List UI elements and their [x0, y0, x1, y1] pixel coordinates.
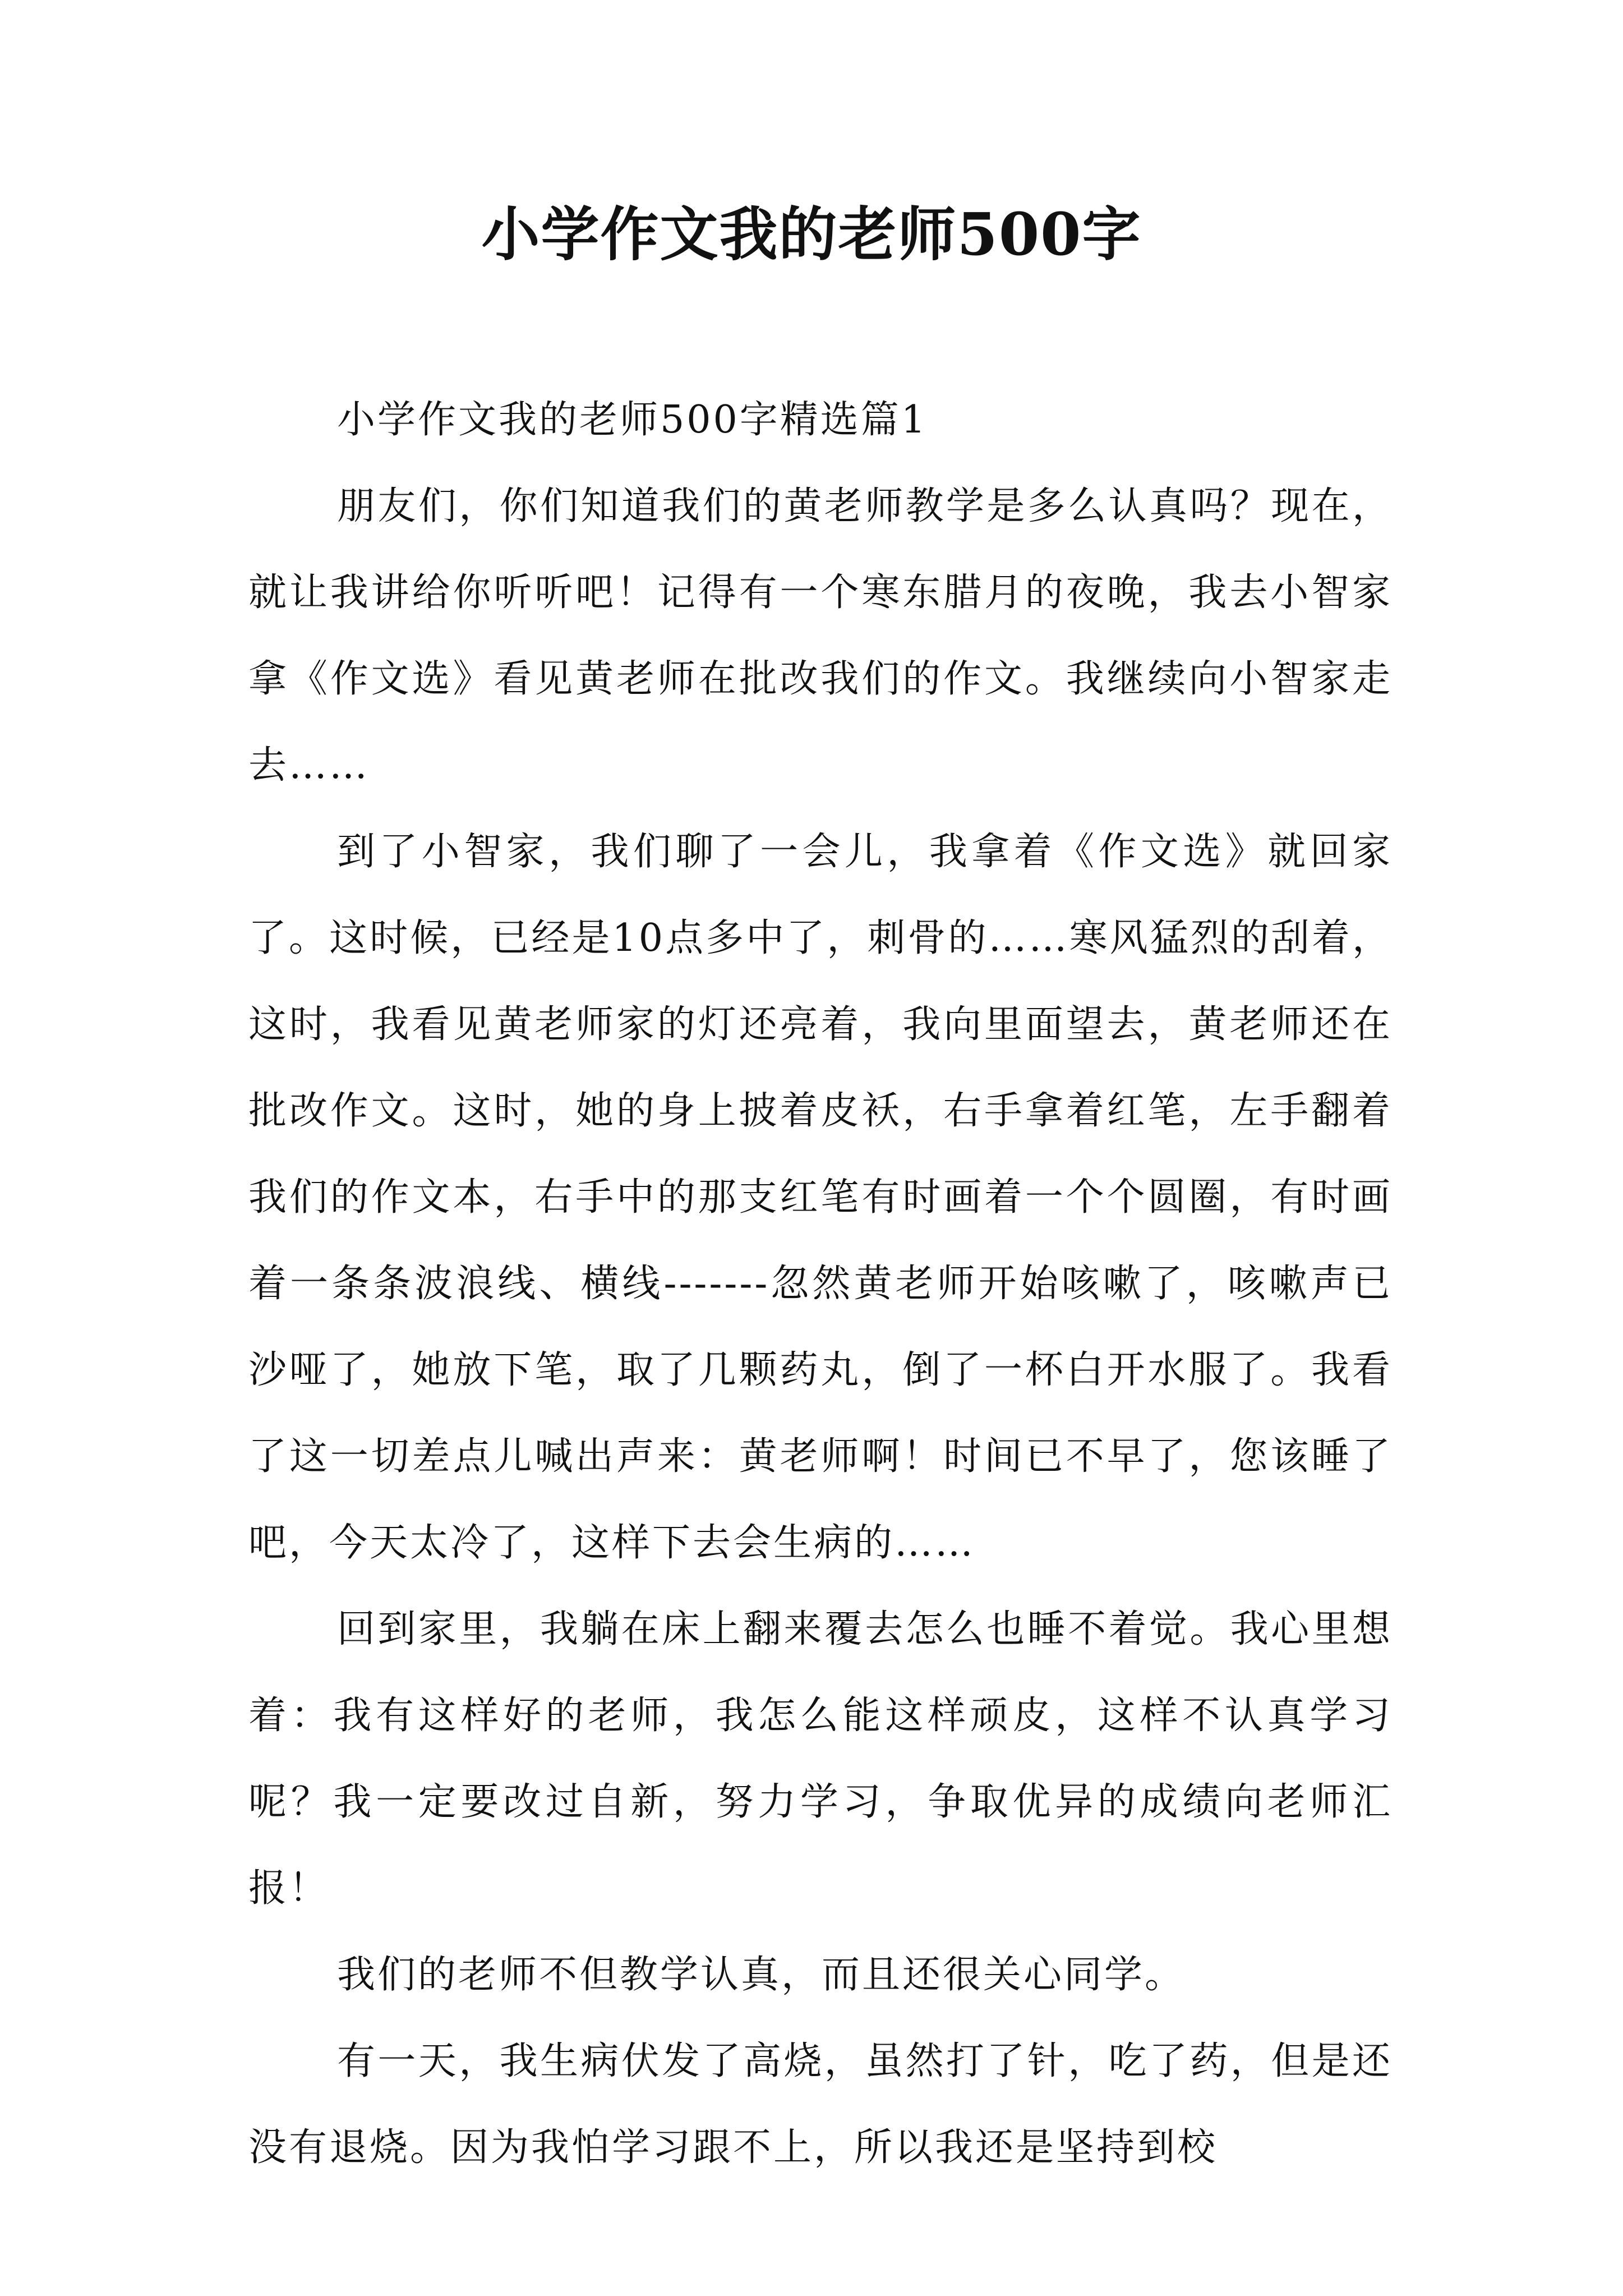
paragraph-3: 回到家里，我躺在床上翻来覆去怎么也睡不着觉。我心里想着：我有这样好的老师，我怎么能这样顽皮，这样不认真学习呢？我一定要改过自新，努力学习，争取优异的成绩向老师汇报！: [248, 1607, 1393, 1911]
section-heading: 小学作文我的老师500字精选篇1: [337, 398, 928, 442]
paragraph-2: 到了小智家，我们聊了一会儿，我拿着《作文选》就回家了。这时候，已经是10点多中了，刺骨的……寒风猛烈的刮着，这时，我看见黄老师家的灯还亮着，我向里面望去，黄老师还在批改作文。这时，她的身上披着皮袄，右手拿着红笔，左手翻着我们的作文本，右手中的那支红笔有时画着一个个圆圈，有时画着一条条波浪线、横线-------忽然黄老师开始咳嗽了，咳嗽声已沙哑了，她放下笔，取了几颗药丸，倒了一杯白开水服了。我看了这一切差点儿喊出声来：黄老师啊！时间已不早了，您该睡了吧，今天太冷了，这样下去会生病的……: [248, 830, 1393, 1565]
paragraph-4: 我们的老师不但教学认真，而且还很关心同学。: [337, 1953, 1186, 1997]
paragraph-1: 朋友们，你们知道我们的黄老师教学是多么认真吗？现在，就让我讲给你听听吧！记得有一个寒东腊月的夜晚，我去小智家拿《作文选》看见黄老师在批改我们的作文。我继续向小智家走去……: [248, 484, 1393, 788]
paragraph-5: 有一天，我生病伏发了高烧，虽然打了针，吃了药，但是还没有退烧。因为我怕学习跟不上，所以我还是坚持到校: [248, 2039, 1393, 2170]
document-body: [248, 377, 1393, 2191]
document-title: 小学作文我的老师500字: [481, 200, 1142, 269]
